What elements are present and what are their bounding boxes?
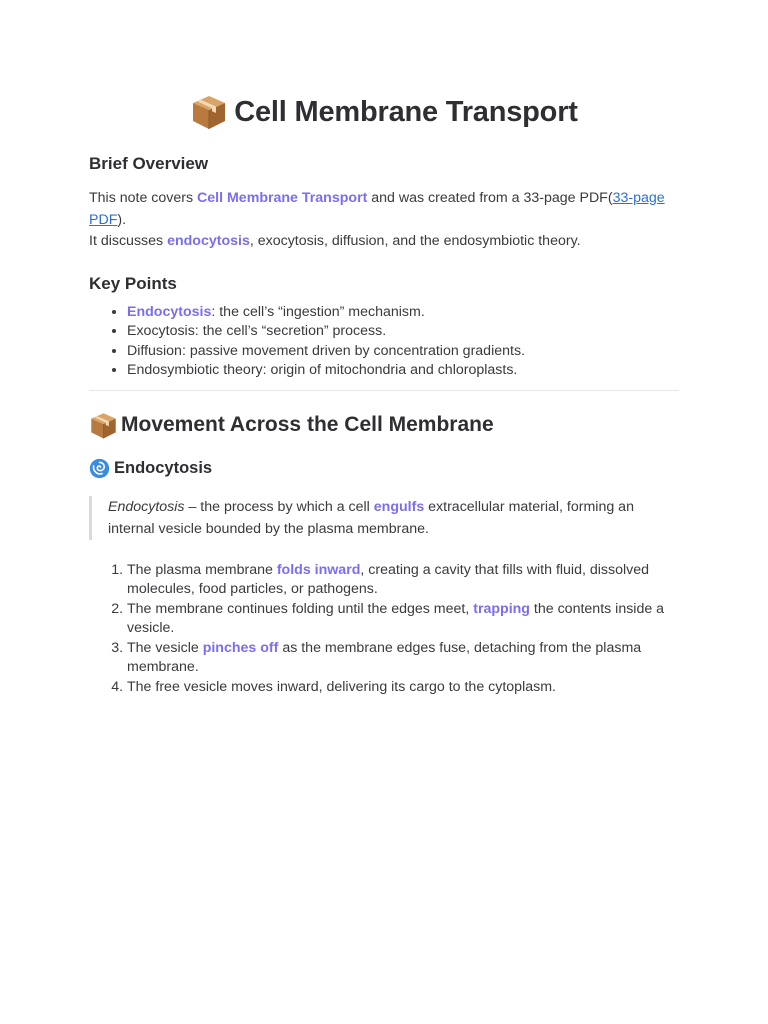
page-title: Cell Membrane Transport	[234, 95, 578, 128]
key-points-list	[89, 303, 679, 381]
overview-heading: Brief Overview	[89, 154, 209, 173]
sub-heading: Endocytosis	[114, 458, 213, 477]
list-item: • Exocytosis: the cell’s “secretion” process.	[127, 322, 679, 342]
highlight-endocytosis: endocytosis	[167, 233, 250, 249]
definition-quote: Endocytosis – the process by which a cell engulfs extracellular material, forming an internal vesicle bounded by the plasma membrane.	[89, 496, 679, 540]
note-content	[89, 90, 679, 697]
list-item: 3. The vesicle pinches off as the membrane edges fuse, detaching from the plasma membrane.	[127, 639, 679, 678]
list-item: • Diffusion: passive movement driven by concentration gradients.	[127, 342, 679, 362]
list-item: 2. The membrane continues folding until the edges meet, trapping the contents inside a vesicle.	[127, 600, 679, 639]
cyclone-icon	[89, 458, 110, 479]
overview-paragraph-2: It discusses endocytosis, exocytosis, diffusion, and the endosymbiotic theory.	[89, 233, 581, 249]
list-item: • Endosymbiotic theory: origin of mitochondria and chloroplasts.	[127, 361, 679, 381]
sub-heading-row	[89, 458, 679, 479]
list-item: 4. The free vesicle moves inward, delivering its cargo to the cytoplasm.	[127, 678, 679, 698]
package-icon	[190, 93, 228, 131]
highlight-cell-membrane-transport: Cell Membrane Transport	[197, 190, 368, 206]
highlight-engulfs: engulfs	[373, 498, 425, 515]
section-heading-row	[89, 411, 679, 440]
title-row	[89, 90, 679, 134]
list-item: 1. The plasma membrane folds inward, creating a cavity that fills with fluid, dissolved molecules, food particles, or pathogens.	[127, 561, 679, 600]
pdf-link[interactable]: 33-page PDF	[89, 190, 665, 228]
key-points-heading: Key Points	[89, 273, 177, 293]
package-icon	[89, 411, 118, 440]
list-item: • Endocytosis: the cell’s “ingestion” mechanism.	[127, 303, 679, 323]
endocytosis-steps	[89, 561, 679, 698]
overview-paragraph-1: This note covers Cell Membrane Transport and was created from a 33-page PDF(33-page PDF).	[89, 190, 665, 228]
section-heading: Movement Across the Cell Membrane	[121, 413, 494, 436]
